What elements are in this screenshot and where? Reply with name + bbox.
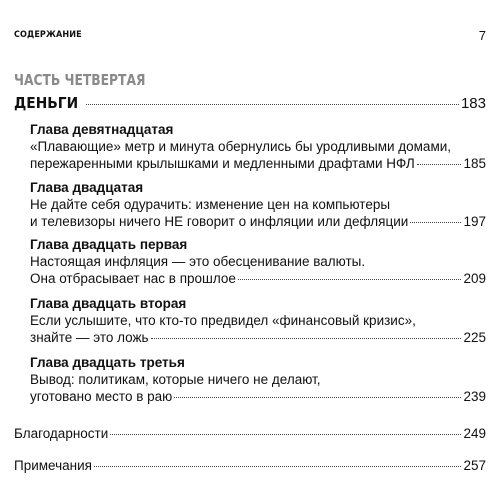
dot-leader — [110, 434, 461, 435]
chapter-title-line: Если услышите, что кто-то предвидел «финансовый кризис», — [30, 313, 416, 328]
back-matter-label: Благодарности — [14, 426, 109, 441]
chapter-page: 185 — [463, 156, 486, 171]
chapter-title-line: пережаренными крылышками и медленными драфтами НФЛ — [30, 156, 415, 171]
chapter-title-line: Она отбрасывает нас в прошлое — [30, 271, 236, 286]
chapter-title-line: Вывод: политикам, которые ничего не делают, — [30, 372, 321, 387]
dot-leader — [86, 104, 459, 105]
page-header — [14, 30, 486, 46]
back-matter-label: Примечания — [14, 458, 92, 473]
chapter-title-line: Не дайте себя одурачить: изменение цен на компьютеры — [30, 197, 391, 212]
dot-leader — [174, 397, 461, 398]
chapter-page: 239 — [463, 389, 486, 404]
chapter-heading: Глава двадцатая — [30, 180, 144, 195]
toc-entry-chapter[interactable] — [30, 156, 486, 171]
chapter-title-line: уготовано место в раю — [30, 389, 173, 404]
chapter-title-line: «Плавающие» метр и минута обернулись бы уродливыми домами, — [30, 139, 452, 154]
chapter-heading: Глава девятнадцатая — [30, 122, 174, 137]
chapter-page: 225 — [463, 330, 486, 345]
dot-leader — [238, 279, 462, 280]
toc-entry-acknowledgements[interactable] — [14, 426, 486, 441]
running-head: СОДЕРЖАНИЕ — [14, 30, 82, 40]
chapter-heading: Глава двадцать третья — [30, 355, 185, 370]
chapter-heading: Глава двадцать первая — [30, 237, 188, 252]
toc-entry-part[interactable] — [14, 94, 486, 112]
toc-entry-chapter[interactable] — [30, 389, 486, 404]
back-matter-page: 257 — [463, 458, 486, 473]
chapter-title-line: знайте — это ложь — [30, 330, 149, 345]
toc-entry-notes[interactable] — [14, 458, 486, 473]
chapter-title-line: Настоящая инфляция — это обесценивание валюты. — [30, 254, 366, 269]
part-name: ДЕНЬГИ — [14, 94, 79, 112]
dot-leader — [151, 338, 462, 339]
dot-leader — [94, 466, 462, 467]
dot-leader — [417, 164, 462, 165]
chapter-page: 197 — [463, 214, 486, 229]
toc-entry-chapter[interactable] — [30, 330, 486, 345]
chapter-heading: Глава двадцать вторая — [30, 296, 187, 311]
chapter-title-line: и телевизоры ничего НЕ говорит о инфляции или дефляции — [30, 214, 409, 229]
dot-leader — [410, 222, 461, 223]
back-matter-page: 249 — [463, 426, 486, 441]
toc-entry-chapter[interactable] — [30, 214, 486, 229]
page-number: 7 — [478, 28, 486, 43]
toc-entry-chapter[interactable] — [30, 271, 486, 286]
chapter-page: 209 — [463, 271, 486, 286]
part-page: 183 — [460, 95, 486, 112]
part-title: ЧАСТЬ ЧЕТВЕРТАЯ — [14, 71, 146, 89]
